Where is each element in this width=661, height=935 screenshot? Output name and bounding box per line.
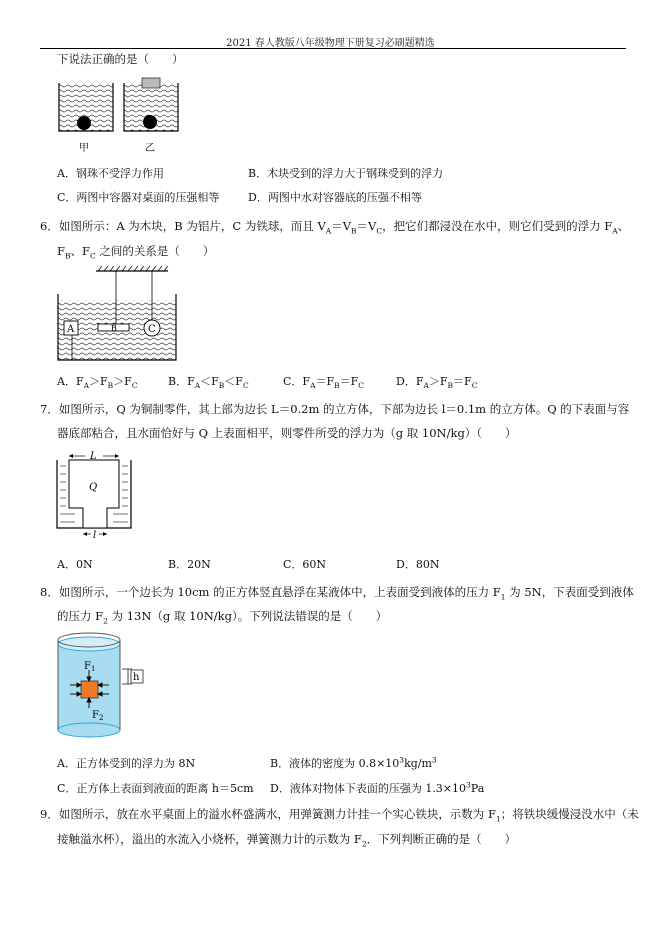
label-h: h [133, 672, 140, 683]
q7-option-c[interactable]: C．60N [283, 558, 327, 571]
q8-option-d[interactable]: D．液体对物体下表面的压强为 $1.3\times 10^3Pa$ [270, 780, 485, 795]
q7-figure [55, 450, 137, 542]
q5-figure [58, 78, 188, 158]
q8-liquid-surface [58, 637, 120, 651]
label-f2: $F_2$ [92, 710, 104, 722]
q6-option-b[interactable]: B．$F_A<F_B<F_C$ [168, 375, 249, 391]
header-divider [40, 48, 626, 49]
dim-label-l-lower: l [93, 530, 97, 541]
q6-stem-line2: $F_B$、$F_C$ 之间的关系是（ ） [57, 244, 215, 261]
q5-option-d[interactable]: D．两图中水对容器底的压强不相等 [248, 191, 422, 204]
label-q: Q [89, 482, 98, 493]
q8-option-b[interactable]: B．液体的密度为 $0.8\times 10^3kg/m^3$ [270, 755, 437, 770]
q9-stem-line1: 9．如图所示，放在水平桌面上的溢水杯盛满水，用弹簧测力计挂一个实心铁块，示数为 $F_1$；将铁块缓慢浸没水中（未 [40, 807, 639, 824]
label-a: A [67, 324, 75, 335]
q7-stem-line1: 7．如图所示，Q 为铜制零件，其上部为边长 L＝0.2m 的立方体，下部为边长 l＝0.1m 的立方体。Q 的下表面与容 [40, 402, 630, 416]
page-header: 2021 春人教版八年级物理下册复习必刷题精选 [226, 38, 435, 49]
q6-stem-line1: 6．如图所示：A 为木块，B 为铝片，C 为铁球，而且 $V_A=V_B=V_C$，把它们都浸没在水中，则它们受到的浮力 $F_A$、 [40, 219, 630, 236]
q8-option-a[interactable]: A．正方体受到的浮力为 8N [57, 757, 196, 770]
dim-label-l-upper: L [90, 451, 97, 462]
q7-option-b[interactable]: B．20N [168, 558, 211, 571]
q9-stem-line2: 接触溢水杯），溢出的水流入小烧杯，弹簧测力计的示数为 $F_2$．下列判断正确的是（ ） [57, 832, 517, 849]
q5-option-a[interactable]: A．钢珠不受浮力作用 [57, 167, 164, 180]
steel-ball-yi [143, 115, 157, 129]
q5-stem: 下说法正确的是（ ） [57, 52, 184, 66]
part-q [69, 460, 119, 528]
q5-option-b[interactable]: B．木块受到的浮力大于钢珠受到的浮力 [248, 167, 444, 180]
ceiling-hatch [98, 266, 168, 271]
q7-option-d[interactable]: D．80N [396, 558, 440, 571]
q6-figure [56, 266, 180, 364]
q5-option-c[interactable]: C．两图中容器对桌面的压强相等 [57, 191, 220, 204]
q8-cube [81, 681, 98, 698]
q8-stem-line2: 的压力 $F_2$ 为 13N（g 取 10N/kg）。下列说法错误的是（ ） [57, 609, 388, 626]
wood-block [142, 78, 160, 88]
label-yi: 乙 [145, 143, 155, 154]
q8-stem-line1: 8．如图所示，一个边长为 10cm 的正方体竖直悬浮在某液体中，上表面受到液体的压力 $F_1$ 为 5N，下表面受到液体 [40, 585, 634, 602]
q8-figure [56, 632, 156, 744]
label-jia: 甲 [79, 143, 89, 154]
q7-option-a[interactable]: A．0N [57, 558, 93, 571]
label-b: B [111, 324, 117, 333]
q6-option-a[interactable]: A．$F_A>F_B>F_C$ [57, 375, 138, 391]
q8-option-c[interactable]: C．正方体上表面到液面的距离 h＝5cm [57, 782, 254, 795]
q6-option-c[interactable]: C．$F_A=F_B=F_C$ [283, 375, 365, 391]
steel-ball-jia [77, 116, 91, 130]
label-c: C [148, 324, 156, 335]
q6-option-d[interactable]: D．$F_A>F_B=F_C$ [396, 375, 478, 391]
q7-stem-line2: 器底部粘合，且水面恰好与 Q 上表面相平，则零件所受的浮力为（g 取 10N/kg）（ ） [57, 426, 517, 440]
label-f1: $F_1$ [84, 661, 96, 673]
